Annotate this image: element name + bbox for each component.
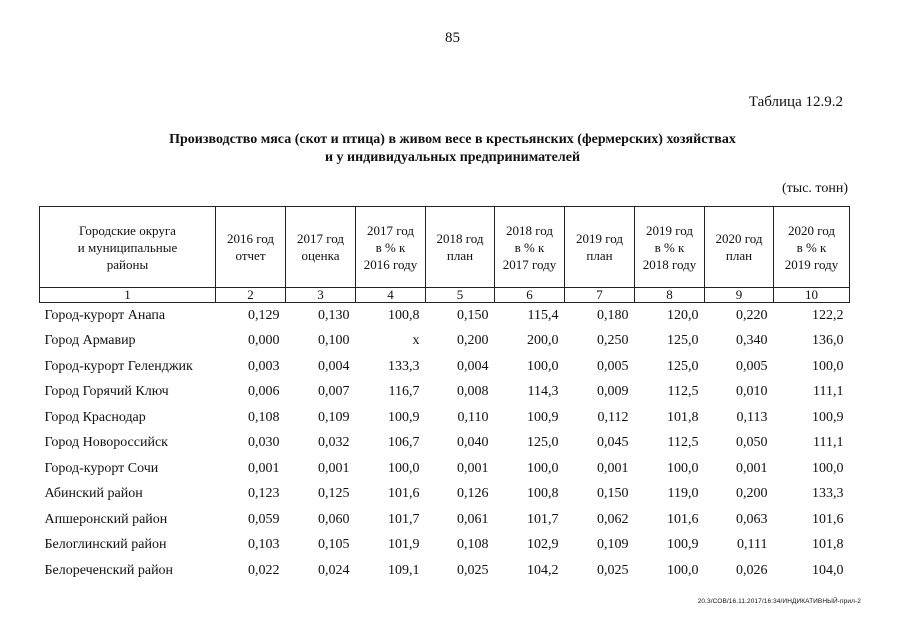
value-cell: 0,062 — [597, 511, 629, 527]
column-number-cell: 3 — [286, 288, 356, 303]
column-header-line: план — [586, 248, 613, 263]
table-row — [40, 507, 850, 533]
value-cell: 100,0 — [667, 562, 699, 578]
value-cell: 125,0 — [527, 435, 559, 451]
value-cell: 0,103 — [248, 537, 280, 553]
value-cell: 100,9 — [388, 409, 420, 425]
value-cell: 0,005 — [736, 358, 768, 374]
value-cell: 0,024 — [318, 562, 350, 578]
value-cell: 0,025 — [597, 562, 629, 578]
district-name-cell: Город-курорт Геленджик — [44, 358, 193, 374]
district-name-cell: Город Горячий Ключ — [44, 384, 169, 400]
value-cell: 101,7 — [527, 511, 559, 527]
value-cell: 0,022 — [248, 562, 280, 578]
column-header-7 — [565, 207, 635, 288]
value-cell: 0,123 — [248, 486, 280, 502]
column-header-line: 2016 году — [363, 256, 418, 272]
value-cell: 0,005 — [597, 358, 629, 374]
column-header-line: 2020 год — [788, 222, 835, 238]
table-row — [40, 380, 850, 406]
value-cell: 0,180 — [597, 307, 629, 323]
value-cell: 0,111 — [737, 537, 768, 553]
value-cell: 0,125 — [318, 486, 350, 502]
value-cell: 104,0 — [812, 562, 844, 578]
column-header-1 — [40, 207, 216, 288]
column-header-line: районы — [106, 256, 149, 272]
value-cell: 0,001 — [597, 460, 629, 476]
district-name-cell: Город Краснодар — [44, 409, 146, 425]
value-cell: 0,126 — [457, 486, 489, 502]
value-cell: 0,100 — [318, 333, 350, 349]
value-cell: 0,200 — [736, 486, 768, 502]
column-number-cell: 1 — [40, 288, 216, 303]
column-number-cell: 4 — [356, 288, 426, 303]
value-cell: 101,9 — [388, 537, 420, 553]
value-cell: 0,113 — [736, 409, 768, 425]
column-header-line: 2018 год — [436, 231, 484, 246]
value-cell: 0,026 — [736, 562, 768, 578]
value-cell: 0,105 — [318, 537, 350, 553]
column-header-line: 2020 год — [715, 231, 763, 246]
value-cell: 200,0 — [527, 333, 559, 349]
value-cell: 0,150 — [457, 307, 489, 323]
column-header-line: оценка — [301, 248, 340, 263]
value-cell: 119,0 — [667, 486, 699, 502]
table-row — [40, 303, 850, 329]
column-header-line: в % к — [375, 239, 406, 255]
value-cell: 0,340 — [736, 333, 768, 349]
column-header-3 — [286, 207, 356, 288]
district-name-cell: Апшеронский район — [44, 511, 168, 527]
column-number-cell: 9 — [705, 288, 774, 303]
table-row — [40, 354, 850, 380]
page-number: 85 — [445, 30, 460, 46]
district-name-cell: Город-курорт Анапа — [44, 307, 166, 323]
column-header-line: 2019 год — [646, 222, 693, 238]
value-cell: 0,032 — [318, 435, 350, 451]
column-header-5 — [426, 207, 495, 288]
value-cell: 102,9 — [527, 537, 559, 553]
table-header — [40, 207, 850, 303]
value-cell: 0,108 — [457, 537, 489, 553]
value-cell: 116,7 — [388, 384, 420, 400]
value-cell: 101,7 — [388, 511, 420, 527]
title-line-2: и у индивидуальных предпринимателей — [324, 150, 581, 165]
table-id: Таблица 12.9.2 — [748, 94, 843, 110]
value-cell: 0,001 — [248, 460, 280, 476]
value-cell: 0,000 — [248, 333, 280, 349]
value-cell: 111,1 — [813, 384, 844, 400]
value-cell: 0,003 — [248, 358, 280, 374]
column-header-line: в % к — [654, 239, 685, 255]
value-cell: 0,004 — [457, 358, 489, 374]
value-cell: 100,8 — [527, 486, 559, 502]
value-cell: 106,7 — [388, 435, 420, 451]
value-cell: 0,025 — [457, 562, 489, 578]
column-header-8 — [635, 207, 705, 288]
value-cell: 0,150 — [597, 486, 629, 502]
value-cell: 0,061 — [457, 511, 489, 527]
unit-note: (тыс. тонн) — [782, 181, 848, 196]
value-cell: 114,3 — [527, 384, 559, 400]
value-cell: 100,9 — [527, 409, 559, 425]
column-header-9 — [705, 207, 774, 288]
value-cell: 0,060 — [318, 511, 350, 527]
column-header-line: отчет — [235, 248, 266, 263]
table-row — [40, 482, 850, 508]
column-header-line: 2018 год — [506, 222, 553, 238]
table-row — [40, 405, 850, 431]
table-body — [40, 303, 850, 584]
district-name-cell: Белоглинский район — [44, 537, 167, 553]
column-number-cell: 10 — [774, 288, 850, 303]
value-cell: 120,0 — [667, 307, 699, 323]
column-number-cell: 2 — [216, 288, 286, 303]
column-header-line: Городские округа — [79, 222, 176, 238]
value-cell: x — [412, 333, 420, 349]
district-name-cell: Город Армавир — [44, 333, 136, 349]
column-header-line: 2017 году — [502, 256, 557, 272]
value-cell: 112,5 — [667, 435, 699, 451]
district-name-cell: Белореченский район — [44, 562, 174, 578]
value-cell: 100,0 — [527, 358, 559, 374]
column-number-row — [40, 288, 850, 303]
column-header-line: 2018 году — [642, 256, 697, 272]
value-cell: 101,6 — [388, 486, 420, 502]
meat-production-table — [39, 206, 850, 584]
value-cell: 0,010 — [736, 384, 768, 400]
value-cell: 0,112 — [597, 409, 629, 425]
column-header-line: план — [725, 248, 753, 263]
value-cell: 0,050 — [736, 435, 768, 451]
value-cell: 0,040 — [457, 435, 489, 451]
column-header-6 — [495, 207, 565, 288]
value-cell: 100,9 — [667, 537, 699, 553]
table-row — [40, 431, 850, 457]
value-cell: 0,008 — [457, 384, 489, 400]
column-number-cell: 7 — [565, 288, 635, 303]
value-cell: 100,0 — [812, 460, 844, 476]
district-name-cell: Город-курорт Сочи — [44, 460, 159, 476]
value-cell: 115,4 — [527, 307, 559, 323]
value-cell: 0,130 — [318, 307, 350, 323]
column-header-line: и муниципальные — [77, 239, 178, 255]
table-row — [40, 558, 850, 584]
value-cell: 111,1 — [813, 435, 844, 451]
value-cell: 0,030 — [248, 435, 280, 451]
value-cell: 0,001 — [318, 460, 350, 476]
table-title — [0, 131, 905, 167]
column-number-cell: 6 — [495, 288, 565, 303]
value-cell: 0,110 — [457, 409, 489, 425]
district-name-cell: Абинский район — [44, 486, 143, 502]
value-cell: 0,001 — [736, 460, 768, 476]
value-cell: 101,6 — [667, 511, 699, 527]
column-header-line: 2017 год — [297, 231, 344, 246]
value-cell: 0,063 — [736, 511, 768, 527]
value-cell: 0,004 — [318, 358, 350, 374]
value-cell: 0,009 — [597, 384, 629, 400]
value-cell: 0,109 — [318, 409, 350, 425]
value-cell: 0,006 — [248, 384, 280, 400]
value-cell: 101,8 — [667, 409, 699, 425]
value-cell: 104,2 — [527, 562, 559, 578]
header-row — [40, 207, 850, 288]
district-name-cell: Город Новороссийск — [44, 435, 168, 451]
value-cell: 133,3 — [388, 358, 420, 374]
column-number-cell: 8 — [635, 288, 705, 303]
value-cell: 133,3 — [812, 486, 844, 502]
value-cell: 109,1 — [388, 562, 420, 578]
value-cell: 0,001 — [457, 460, 489, 476]
value-cell: 0,045 — [597, 435, 629, 451]
value-cell: 0,108 — [248, 409, 280, 425]
value-cell: 0,250 — [597, 333, 629, 349]
value-cell: 122,2 — [812, 307, 844, 323]
value-cell: 100,0 — [527, 460, 559, 476]
table-row — [40, 329, 850, 355]
column-header-line: в % к — [514, 239, 545, 255]
value-cell: 0,200 — [457, 333, 489, 349]
value-cell: 100,0 — [812, 358, 844, 374]
value-cell: 0,220 — [736, 307, 768, 323]
value-cell: 100,0 — [667, 460, 699, 476]
value-cell: 100,0 — [388, 460, 420, 476]
value-cell: 101,6 — [812, 511, 844, 527]
value-cell: 125,0 — [667, 358, 699, 374]
value-cell: 125,0 — [667, 333, 699, 349]
column-header-line: в % к — [796, 239, 827, 255]
value-cell: 100,8 — [388, 307, 420, 323]
table-row — [40, 533, 850, 559]
footer-document-code: 20.3/СОВ/16.11.2017/16:34/ИНДИКАТИВНЫЙ-прил-2 — [697, 598, 861, 605]
column-header-10 — [774, 207, 850, 288]
column-header-line: 2019 год — [576, 231, 623, 246]
title-line-1: Производство мяса (скот и птица) в живом весе в крестьянских (фермерских) хозяйствах — [169, 132, 736, 147]
column-header-4 — [356, 207, 426, 288]
column-header-line: план — [446, 248, 474, 263]
table-row — [40, 456, 850, 482]
value-cell: 100,9 — [812, 409, 844, 425]
value-cell: 112,5 — [667, 384, 699, 400]
value-cell: 0,059 — [248, 511, 280, 527]
column-header-line: 2017 год — [367, 222, 414, 238]
column-number-cell: 5 — [426, 288, 495, 303]
value-cell: 0,129 — [248, 307, 280, 323]
column-header-line: 2019 году — [784, 256, 839, 272]
value-cell: 136,0 — [812, 333, 844, 349]
value-cell: 0,109 — [597, 537, 629, 553]
value-cell: 101,8 — [812, 537, 844, 553]
column-header-2 — [216, 207, 286, 288]
column-header-line: 2016 год — [227, 231, 274, 246]
value-cell: 0,007 — [318, 384, 350, 400]
